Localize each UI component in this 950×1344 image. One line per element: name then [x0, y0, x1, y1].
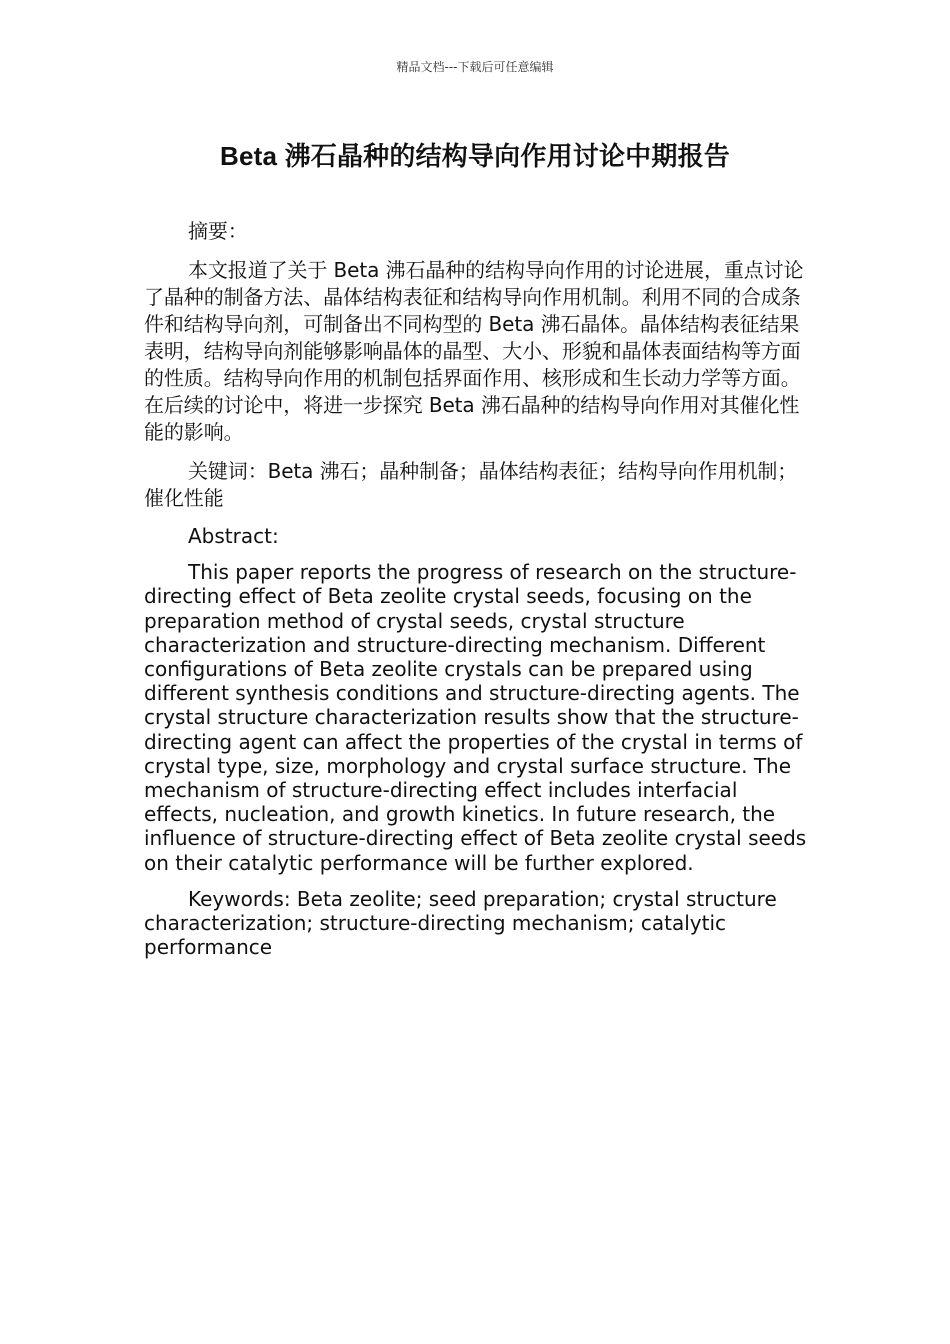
keywords-cn-paragraph: 关键词：Beta 沸石；晶种制备；晶体结构表征；结构导向作用机制；催化性能 [144, 459, 798, 510]
document-title: Beta 沸石晶种的结构导向作用讨论中期报告 [220, 141, 730, 171]
abstract-en-label: Abstract: [188, 524, 279, 548]
abstract-en-paragraph: This paper reports the progress of research on the structure-directing effect of Beta zeolite crystal seeds, focusing on the preparation method of crystal seeds, crystal structure characterization and structure-directing mechanism. Different configurations of Beta zeolite crystals can be prepared using different synthesis conditions and structure-directing agents. The crystal structure characterization results show that the structure-directing agent can affect the properties of the crystal in terms of crystal type, size, morphology and crystal surface structure. The mechanism of structure-directing effect includes interfacial effects, nucleation, and growth kinetics. In future research, the influence of structure-directing effect of Beta zeolite crystal seeds on their catalytic performance will be further explored. [144, 560, 807, 875]
abstract-cn-label: 摘要： [188, 219, 248, 243]
keywords-en-paragraph: Keywords: Beta zeolite; seed preparation; crystal structure characterization; structure-directing mechanism; catalytic performance [144, 886, 777, 960]
abstract-cn-paragraph: 本文报道了关于 Beta 沸石晶种的结构导向作用的讨论进展，重点讨论了晶种的制备方法、晶体结构表征和结构导向作用机制。利用不同的合成条件和结构导向剂，可制备出不同构型的 Beta 沸石晶体。晶体结构表征结果表明，结构导向剂能够影响晶体的晶型、大小、形貌和晶体表面结构等方面的性质。结构导向作用的机制包括界面作用、核形成和生长动力学等方面。在后续的讨论中，将进一步探究 Beta 沸石晶种的结构导向作用对其催化性能的影响。 [144, 258, 804, 444]
page-header-note: 精品文档---下载后可任意编辑 [396, 60, 554, 74]
document-body [144, 218, 810, 959]
